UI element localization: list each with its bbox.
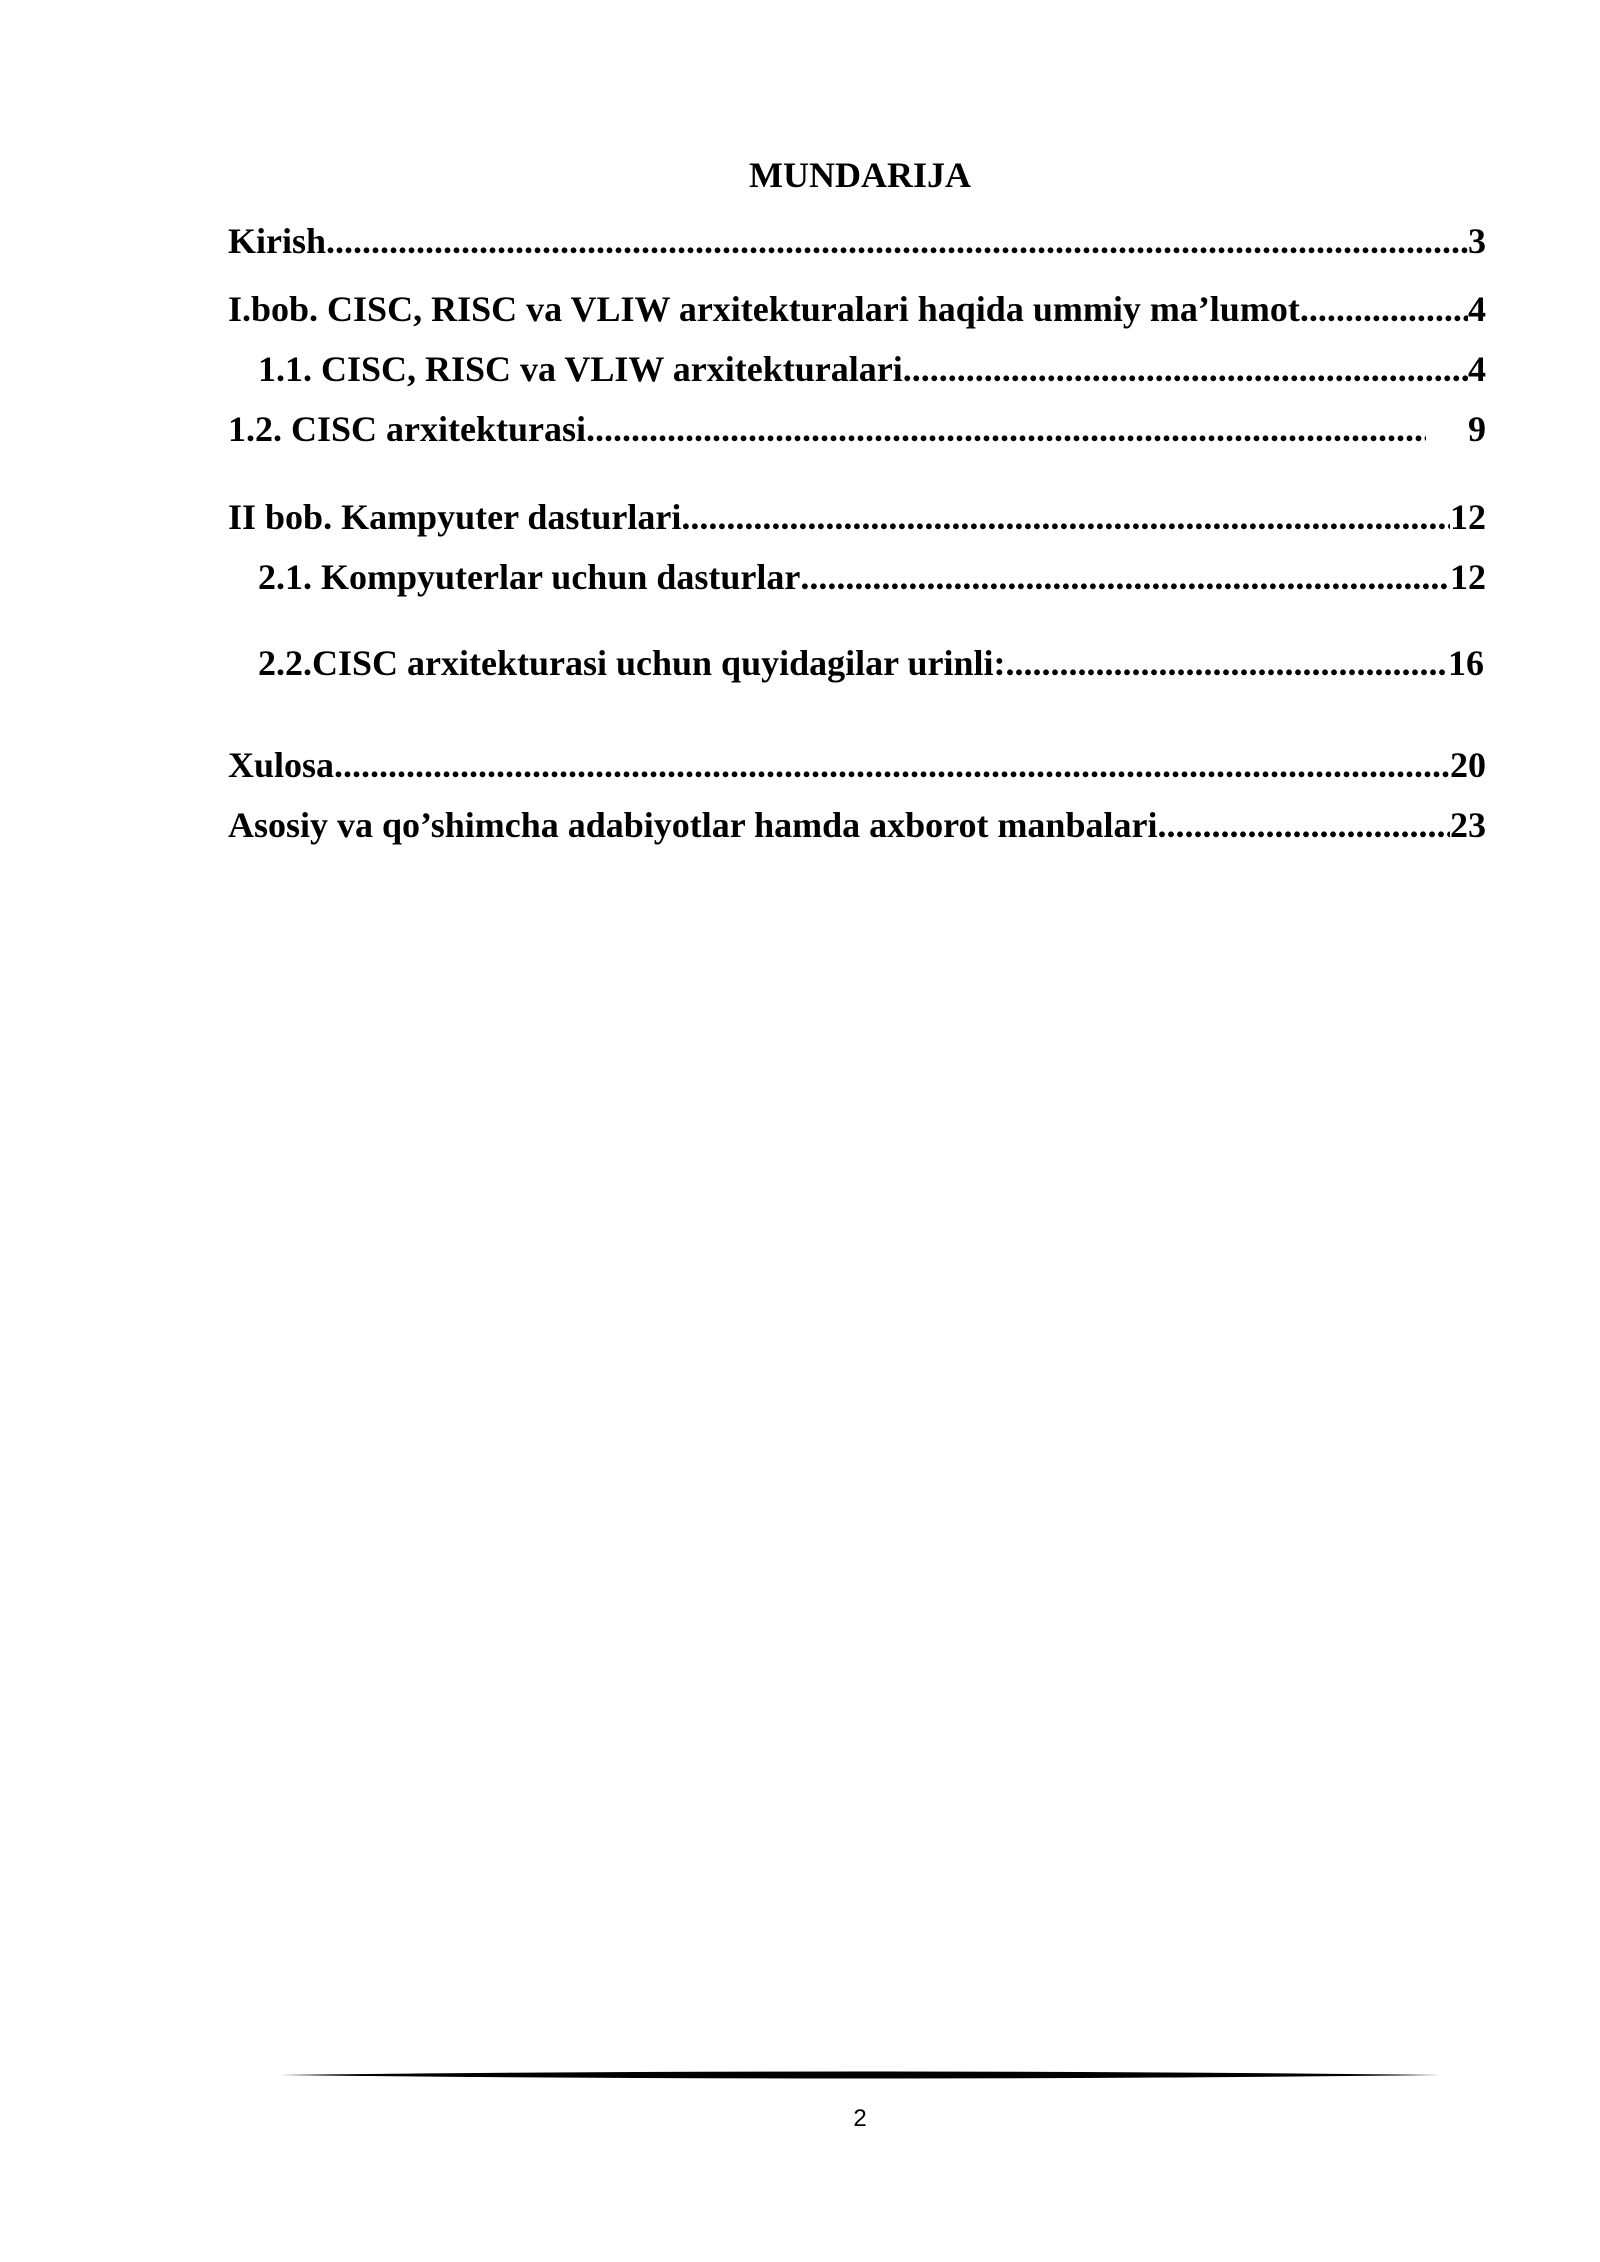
toc-dot-leader (326, 218, 1468, 264)
toc-entry-xulosa[interactable] (228, 742, 1486, 788)
page-title: MUNDARIJA (749, 155, 971, 195)
toc-entry-page: 9 (1468, 409, 1486, 449)
toc-entry-label: 1.1. CISC, RISC va VLIW arxitekturalari (258, 349, 903, 389)
toc-entry-section-2-1[interactable] (228, 554, 1486, 600)
toc-entry-section-1-1[interactable] (228, 346, 1486, 392)
toc-entry-page: 12 (1450, 497, 1486, 537)
toc-entry-references[interactable] (228, 802, 1486, 848)
toc-entry-section-1-2[interactable] (228, 406, 1486, 452)
toc-dot-leader (903, 346, 1468, 392)
toc-entry-label: 2.1. Kompyuterlar uchun dasturlar (258, 557, 801, 597)
toc-dot-leader (1300, 286, 1468, 332)
toc-entry-label: II bob. Kampyuter dasturlari. (228, 497, 691, 537)
toc-entry-label: Xulosa (228, 745, 335, 785)
toc-entry-page: 16 (1448, 643, 1484, 683)
toc-entry-page: 20 (1450, 745, 1486, 785)
toc-entry-page: 4 (1468, 349, 1486, 389)
toc-dot-leader (800, 554, 1450, 600)
toc-entry-page: 4 (1468, 289, 1486, 329)
toc-entry-chapter-2[interactable] (228, 494, 1486, 540)
toc-entry-kirish[interactable] (228, 218, 1486, 264)
toc-entry-label: Kirish (228, 221, 327, 261)
toc-dot-leader (690, 494, 1450, 540)
toc-dot-leader (1005, 640, 1448, 686)
footer-divider (280, 2070, 1440, 2080)
toc-entry-page: 23 (1450, 805, 1486, 845)
toc-dot-leader (334, 742, 1450, 788)
toc-dot-leader (1157, 802, 1450, 848)
toc-entry-page: 3 (1468, 221, 1486, 261)
toc-entry-page: 12 (1450, 557, 1486, 597)
toc-dot-leader (595, 406, 1426, 452)
toc-entry-chapter-1[interactable] (228, 286, 1486, 332)
toc-entry-label: I.bob. CISC, RISC va VLIW arxitekturalari haqida ummiy ma’lumot (228, 289, 1300, 329)
toc-entry-label: 1.2. CISC arxitekturasi. (228, 409, 595, 449)
toc-entry-label: Asosiy va qo’shimcha adabiyotlar hamda axborot manbalari (228, 805, 1158, 845)
toc-entry-section-2-2[interactable] (228, 640, 1484, 686)
page-number: 2 (853, 2105, 867, 2132)
toc-entry-label: 2.2.CISC arxitekturasi uchun quyidagilar urinli: (258, 643, 1006, 683)
